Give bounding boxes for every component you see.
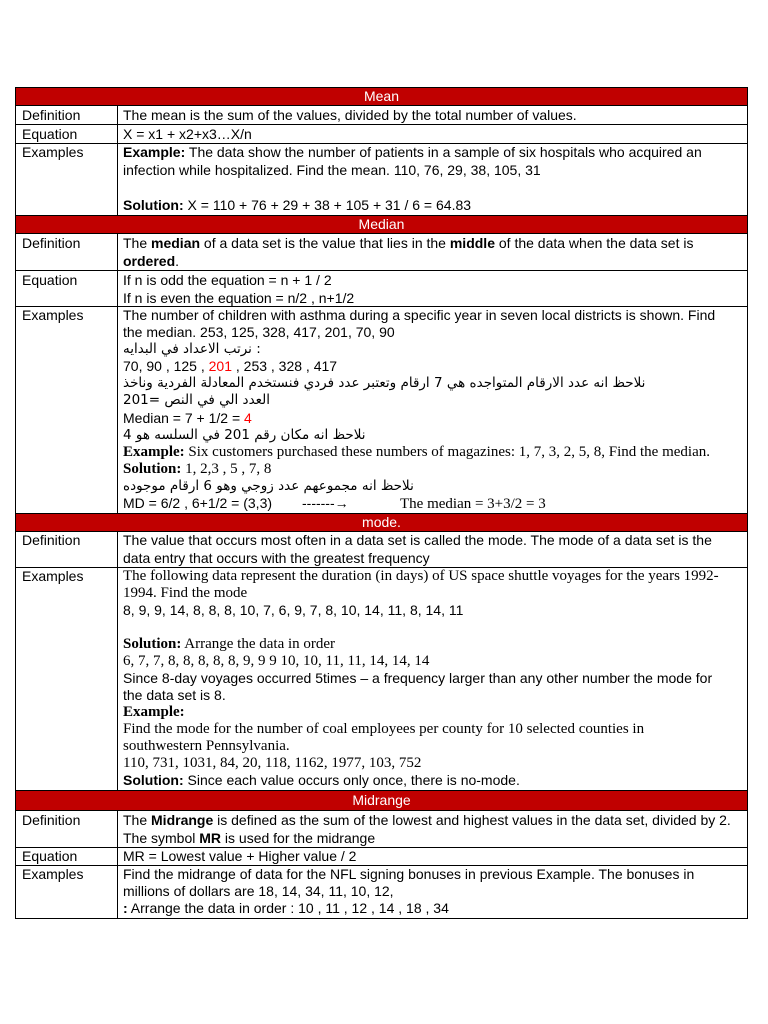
example-line bbox=[123, 704, 747, 721]
bold-term: Midrange bbox=[151, 812, 214, 828]
solution-text: 1, 2,3 , 5 , 7, 8 bbox=[181, 460, 272, 477]
median-examples-row bbox=[16, 307, 747, 514]
arabic-note bbox=[123, 341, 747, 358]
definition-cell bbox=[118, 811, 747, 847]
blank-line bbox=[123, 179, 747, 197]
row-label-examples: Examples bbox=[16, 568, 118, 790]
arabic-text: نرتب الاعداد في البدايه : bbox=[123, 341, 261, 358]
mode-definition-row bbox=[16, 532, 747, 568]
example-text: The following data represent the duration (in days) of US space shuttle voyages for the years 1992- bbox=[123, 568, 719, 584]
solution-line bbox=[123, 900, 747, 917]
row-label-equation: Equation bbox=[16, 271, 118, 306]
arabic-text: نلاحظ انه مكان رقم 201 في السلسه هو 4 bbox=[123, 426, 366, 443]
example-line bbox=[123, 687, 747, 704]
section-title: Mean bbox=[363, 88, 400, 104]
definition-cell bbox=[118, 532, 747, 567]
solution-label: Solution: bbox=[123, 636, 182, 652]
row-label-equation: Equation bbox=[16, 125, 118, 143]
mean-examples-row bbox=[16, 144, 747, 216]
definition-text: of a data set is the value that lies in the bbox=[200, 235, 450, 251]
median-equation-row bbox=[16, 271, 747, 307]
statistics-table bbox=[15, 87, 748, 919]
midrange-equation-row bbox=[16, 848, 747, 866]
definition-text: of the data when the data set is bbox=[494, 235, 694, 251]
row-label-equation: Equation bbox=[16, 848, 118, 865]
example-text: Find the mode for the number of coal employees per county for 10 selected counties in bbox=[123, 721, 645, 737]
example-text: 8, 9, 9, 14, 8, 8, 8, 10, 7, 6, 9, 7, 8, 10, 14, 11, 8, 14, 11 bbox=[123, 602, 464, 618]
definition-text: The symbol bbox=[123, 830, 200, 846]
arrow-icon: -------→ bbox=[302, 495, 349, 512]
solution-line bbox=[123, 636, 747, 653]
example-line bbox=[123, 162, 747, 180]
definition-text: The value that occurs most often in a data set is called the mode. The mode of a data set is the bbox=[123, 532, 712, 548]
example-line bbox=[123, 866, 747, 883]
definition-cell bbox=[118, 234, 747, 270]
row-label-definition: Definition bbox=[16, 532, 118, 567]
md-formula: MD = 6/2 , 6+1/2 = (3,3) bbox=[123, 495, 273, 512]
definition-line bbox=[123, 234, 747, 252]
row-label-definition: Definition bbox=[16, 234, 118, 270]
definition-text: is defined as the sum of the lowest and highest values in the data set, divided by 2. bbox=[213, 812, 731, 828]
definition-line bbox=[123, 829, 747, 847]
equation-cell bbox=[118, 271, 747, 306]
row-label-definition: Definition bbox=[16, 811, 118, 847]
examples-cell bbox=[118, 866, 747, 918]
solution-line bbox=[123, 197, 747, 215]
example-text: Six customers purchased these numbers of magazines: 1, 7, 3, 2, 5, 8, Find the median. bbox=[184, 443, 710, 460]
example-label: Example: bbox=[123, 443, 185, 460]
definition-text: The mean is the sum of the values, divided by the total number of values. bbox=[123, 107, 577, 123]
example-line bbox=[123, 738, 747, 755]
arabic-note bbox=[123, 427, 747, 444]
example-text: southwestern Pennsylvania. bbox=[123, 738, 290, 754]
solution-label: : bbox=[123, 900, 128, 916]
row-label-definition: Definition bbox=[16, 106, 118, 124]
arabic-note bbox=[123, 375, 747, 392]
example-text: 70, 90 , 125 , bbox=[123, 358, 209, 375]
definition-text: The bbox=[123, 812, 152, 828]
example-text: Since 8-day voyages occurred 5times – a frequency larger than any other number the mode for bbox=[123, 670, 713, 686]
bold-term: ordered bbox=[123, 253, 176, 269]
section-title: mode. bbox=[362, 514, 401, 530]
midrange-definition-row bbox=[16, 811, 747, 848]
example-text: Median = 7 + 1/2 = bbox=[123, 409, 245, 426]
equation-text: MR = Lowest value + Higher value / 2 bbox=[123, 848, 357, 864]
equation-cell bbox=[118, 848, 747, 865]
arabic-note bbox=[123, 478, 747, 495]
definition-line bbox=[123, 252, 747, 270]
example-text: 1994. Find the mode bbox=[123, 585, 248, 601]
median-section-header bbox=[16, 216, 747, 234]
arabic-note bbox=[123, 392, 747, 409]
mode-examples-row bbox=[16, 568, 747, 791]
midrange-examples-row bbox=[16, 866, 747, 918]
section-title: Midrange bbox=[352, 792, 411, 808]
equation-text: X = x1 + x2+x3…X/n bbox=[123, 126, 252, 142]
example-text: the data set is 8. bbox=[123, 687, 226, 703]
example-text: The number of children with asthma during a specific year in seven local districts is shown. Find bbox=[123, 307, 716, 323]
median-result: The median = 3+3/2 = 3 bbox=[400, 496, 546, 513]
definition-text: is used for the midrange bbox=[221, 830, 376, 846]
example-text: The data show the number of patients in a sample of six hospitals who acquired an bbox=[185, 144, 702, 160]
section-title: Median bbox=[358, 216, 405, 232]
solution-text: Arrange the data in order : 10 , 11 , 12 , 14 , 18 , 34 bbox=[127, 900, 449, 916]
solution-label: Solution: bbox=[123, 460, 182, 477]
example-label: Example: bbox=[123, 704, 185, 720]
solution-text: Arrange the data in order bbox=[181, 636, 336, 652]
row-label-examples: Examples bbox=[16, 144, 118, 215]
solution-text: Since each value occurs only once, there is no-mode. bbox=[183, 772, 520, 788]
highlighted-number: 201 bbox=[208, 358, 232, 375]
solution-text: X = 110 + 76 + 29 + 38 + 105 + 31 / 6 = 64.83 bbox=[183, 197, 472, 214]
arabic-text: العدد الي في النص =201 bbox=[123, 392, 271, 409]
ordered-data-line bbox=[123, 653, 747, 670]
example-line bbox=[123, 324, 747, 341]
highlighted-number: 4 bbox=[244, 409, 252, 426]
solution-label: Solution: bbox=[123, 197, 184, 214]
definition-cell bbox=[118, 106, 747, 124]
median-definition-row bbox=[16, 234, 747, 271]
example-text: 110, 731, 1031, 84, 20, 118, 1162, 1977, 103, 752 bbox=[123, 755, 422, 771]
mean-equation-row bbox=[16, 125, 747, 144]
example-line bbox=[123, 444, 747, 461]
data-list-line bbox=[123, 602, 747, 619]
example-text: Find the midrange of data for the NFL signing bonuses in previous Example. The bonuses in bbox=[123, 866, 695, 882]
solution-line bbox=[123, 461, 747, 478]
data-list-line bbox=[123, 755, 747, 772]
row-label-examples: Examples bbox=[16, 307, 118, 513]
example-line bbox=[123, 144, 747, 162]
row-label-examples: Examples bbox=[16, 866, 118, 918]
example-text: infection while hospitalized. Find the mean. 110, 76, 29, 38, 105, 31 bbox=[123, 161, 541, 178]
example-text: 6, 7, 7, 8, 8, 8, 8, 8, 9, 9 9 10, 10, 11, 11, 14, 14, 14 bbox=[123, 653, 430, 669]
definition-text: data entry that occurs with the greatest frequency bbox=[123, 549, 430, 566]
arabic-text: نلاحظ انه مجموعهم عدد زوجي وهو 6 ارقام موجوده bbox=[123, 477, 414, 494]
examples-cell bbox=[118, 568, 747, 790]
examples-cell bbox=[118, 144, 747, 215]
definition-text: The bbox=[123, 235, 152, 251]
example-text: , 253 , 328 , 417 bbox=[231, 358, 338, 375]
equation-text: If n is even the equation = n/2 , n+1/2 bbox=[123, 290, 355, 306]
example-line bbox=[123, 883, 747, 900]
solution-label: Solution: bbox=[123, 772, 184, 788]
definition-text: . bbox=[175, 253, 180, 269]
example-line bbox=[123, 670, 747, 687]
example-line bbox=[123, 721, 747, 738]
examples-cell bbox=[118, 307, 747, 513]
median-calc-line bbox=[123, 410, 747, 427]
example-line bbox=[123, 307, 747, 324]
ordered-data-line bbox=[123, 358, 747, 375]
equation-cell bbox=[118, 125, 747, 143]
mean-definition-row bbox=[16, 106, 747, 125]
bold-term: median bbox=[151, 235, 201, 251]
example-text: millions of dollars are 18, 14, 34, 11, 10, 12, bbox=[123, 883, 394, 899]
arabic-text: نلاحظ انه عدد الارقام المتواجده هي 7 ارقام وتعتبر عدد فردي فنستخدم المعادلة الفردية وناخذ bbox=[123, 375, 646, 392]
bold-term: MR bbox=[199, 830, 222, 846]
midrange-section-header bbox=[16, 791, 747, 811]
example-line bbox=[123, 568, 747, 585]
equation-text: If n is odd the equation = n + 1 / 2 bbox=[123, 272, 332, 288]
mean-section-header bbox=[16, 88, 747, 106]
definition-line bbox=[123, 811, 747, 829]
md-calc-line bbox=[123, 495, 747, 512]
example-line bbox=[123, 585, 747, 602]
blank-line bbox=[123, 619, 747, 636]
mode-section-header bbox=[16, 514, 747, 532]
solution-line bbox=[123, 772, 747, 789]
example-text: the median. 253, 125, 328, 417, 201, 70, 90 bbox=[123, 324, 395, 341]
example-label: Example: bbox=[123, 144, 186, 160]
bold-term: middle bbox=[449, 235, 495, 251]
